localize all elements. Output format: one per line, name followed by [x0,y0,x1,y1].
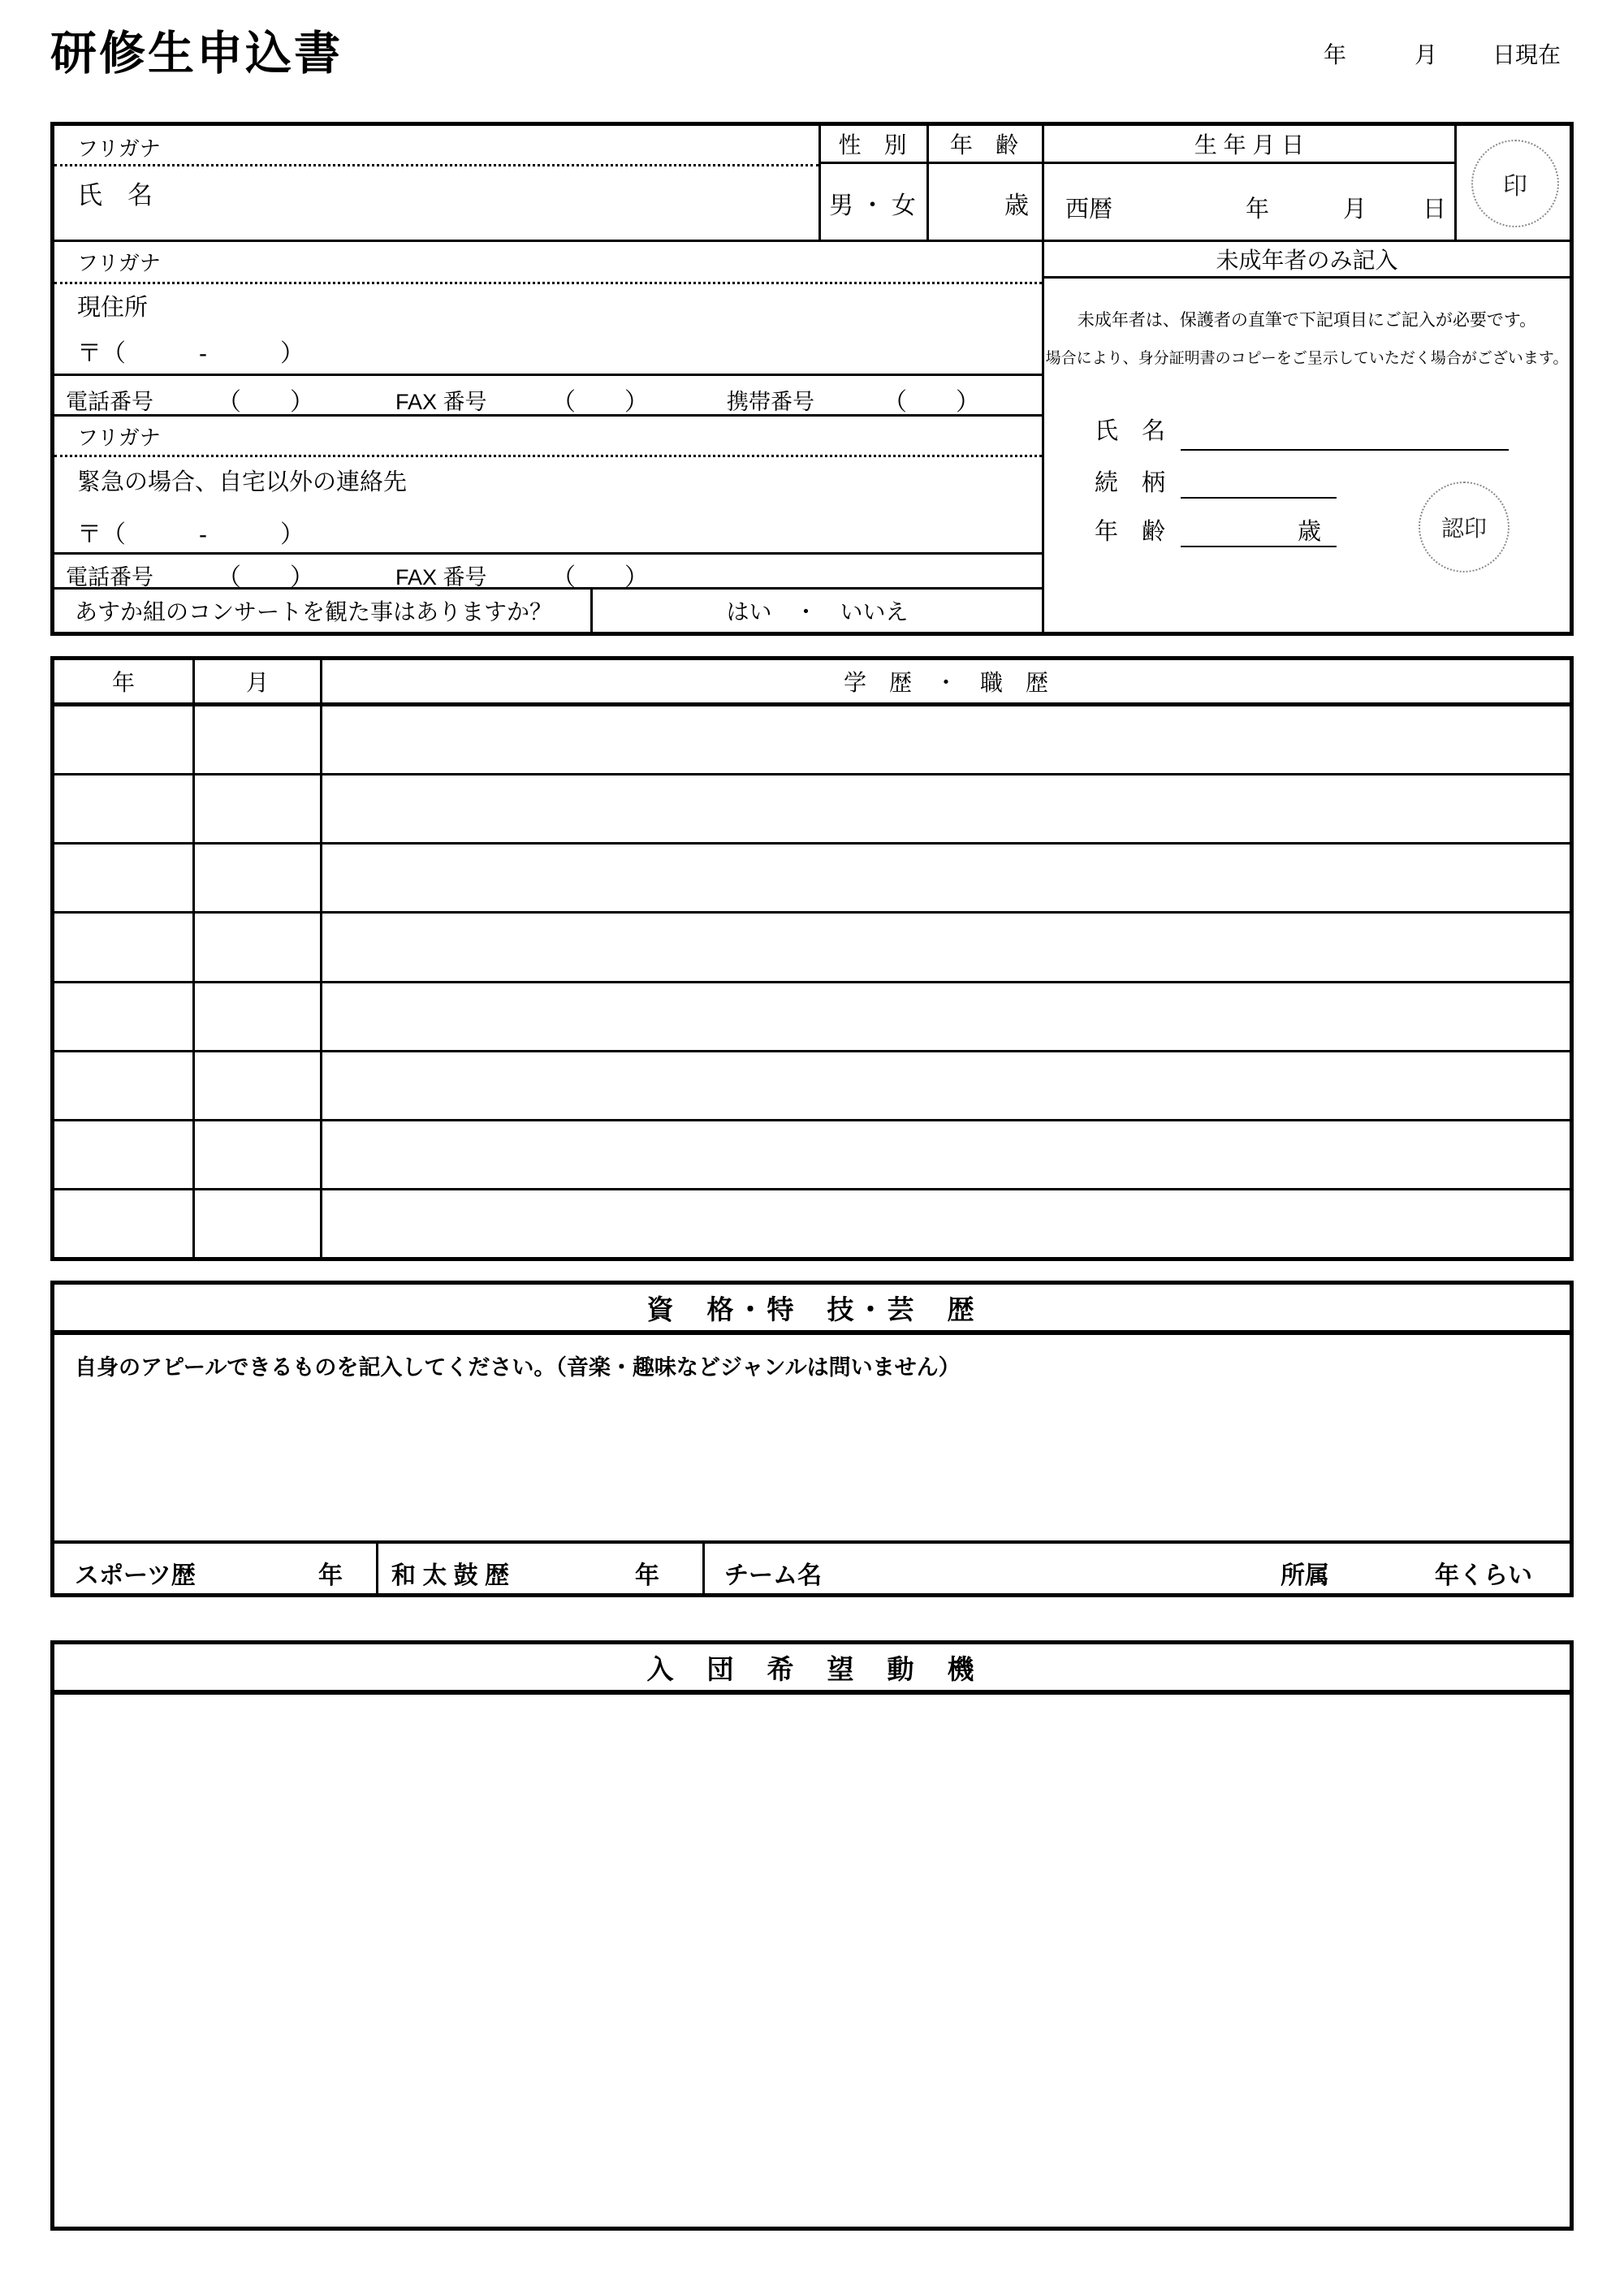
emergency-label: 緊急の場合、自宅以外の連絡先 [77,469,408,495]
guardian-age-unit: 歳 [1298,519,1322,545]
birth-era-label: 西暦 [1065,197,1113,222]
guardian-age-label: 年 齢 [1095,519,1166,545]
guardian-name-input-line[interactable] [1181,449,1509,451]
emergency-contact-cell[interactable] [54,417,1042,552]
dotted-divider [54,455,1042,457]
tel-label: 電話番号 [66,390,153,414]
sex-value[interactable]: 男 ・ 女 [829,192,916,219]
tel-paren: （ ） [217,389,314,416]
phone-row[interactable] [54,376,1042,414]
postal-code-label: 〒（ - ） [77,340,304,367]
history-row[interactable] [54,706,1570,773]
tel-paren: （ ） [217,564,314,591]
qualifications-body[interactable] [54,1335,1570,1540]
seal-cell[interactable] [1457,126,1570,240]
address-label: 現住所 [77,295,149,321]
dotted-divider [54,282,1042,284]
furigana-label: フリガナ [77,426,161,450]
history-rows [54,706,1570,1257]
history-col-year: 年 [111,670,135,695]
qualifications-hint: 自身のアピールできるものを記入してください。（音楽・趣味などジャンルは問いません） [75,1355,961,1380]
history-row[interactable] [54,981,1570,1050]
asof-year-label: 年 [1324,42,1347,67]
minor-panel-header: 未成年者のみ記入 [1044,242,1570,279]
qualifications-header: 資 格・特 技・芸 歴 [646,1294,978,1324]
furigana-label: フリガナ [77,251,161,275]
minor-note-1: 未成年者は、保護者の直筆で下記項目にご記入が必要です。 [1077,311,1537,330]
history-row[interactable] [54,911,1570,980]
history-row[interactable] [54,842,1570,911]
guardian-name-label: 氏 名 [1095,418,1166,444]
mobile-label: 携帯番号 [727,390,814,414]
minor-note-2: 場合により、身分証明書のコピーをご呈示していただく場合がございます。 [1045,350,1569,367]
seal-label: 印 [1503,173,1527,200]
sex-header: 性 別 [818,126,926,164]
approval-seal-circle[interactable] [1419,482,1510,572]
belong-unit: 年くらい [1435,1562,1532,1589]
fax-label: FAX 番号 [395,565,487,590]
seal-circle [1471,140,1559,227]
asof-day-label: 日現在 [1492,42,1561,67]
sports-unit: 年 [318,1562,343,1589]
guardian-relation-label: 続 柄 [1095,470,1166,496]
fax-paren: （ ） [551,564,649,591]
asof-month-label: 月 [1415,42,1438,67]
team-label: チーム名 [724,1562,822,1589]
history-row[interactable] [54,1119,1570,1188]
belong-label: 所属 [1281,1562,1329,1589]
concert-answer[interactable]: はい ・ いいえ [726,599,909,624]
motivation-section [50,1640,1574,2231]
address-cell[interactable] [54,242,1042,374]
approval-seal-label: 認印 [1440,516,1487,541]
concert-question: あすか組のコンサートを観た事はありますか？ [75,599,553,624]
fax-paren: （ ） [551,389,649,416]
phone-row[interactable] [54,555,1042,591]
birth-month-label: 月 [1343,197,1367,222]
team-name-cell[interactable] [705,1544,1570,1593]
fax-label: FAX 番号 [395,390,487,414]
motivation-body[interactable] [54,1695,1570,2227]
birth-year-label: 年 [1246,197,1270,222]
page-title: 研修生申込書 [50,28,343,80]
dotted-divider [54,164,818,166]
name-label: 氏 名 [77,181,153,210]
guardian-relation-input-line[interactable] [1181,497,1337,499]
history-col-month: 月 [245,670,269,695]
tel-label: 電話番号 [66,565,153,590]
history-col-main: 学 歴 ・ 職 歴 [843,670,1048,695]
guardian-age-input-line[interactable] [1181,546,1337,547]
wadaiko-unit: 年 [635,1562,659,1589]
history-row[interactable] [54,1050,1570,1119]
birth-header: 生 年 月 日 [1044,126,1454,164]
history-row[interactable] [54,773,1570,842]
age-header: 年 齢 [926,126,1042,164]
name-cell[interactable] [54,126,818,240]
age-value[interactable]: 歳 [1004,192,1029,219]
mobile-paren: （ ） [883,389,980,416]
sports-label: スポーツ歴 [75,1562,196,1589]
wadaiko-label: 和 太 鼓 歴 [391,1562,510,1589]
personal-info-table [50,122,1574,636]
postal-code-label: 〒（ - ） [77,521,304,548]
birth-day-label: 日 [1423,197,1447,222]
motivation-header: 入 団 希 望 動 機 [646,1653,978,1684]
sports-history-cell[interactable] [54,1544,376,1593]
wadaiko-history-cell[interactable] [378,1544,702,1593]
birth-value[interactable] [1044,166,1454,240]
qualifications-section [50,1281,1574,1597]
minor-panel-body [1044,281,1570,632]
furigana-label: フリガナ [77,136,161,161]
history-row[interactable] [54,1188,1570,1257]
history-table [50,656,1574,1261]
